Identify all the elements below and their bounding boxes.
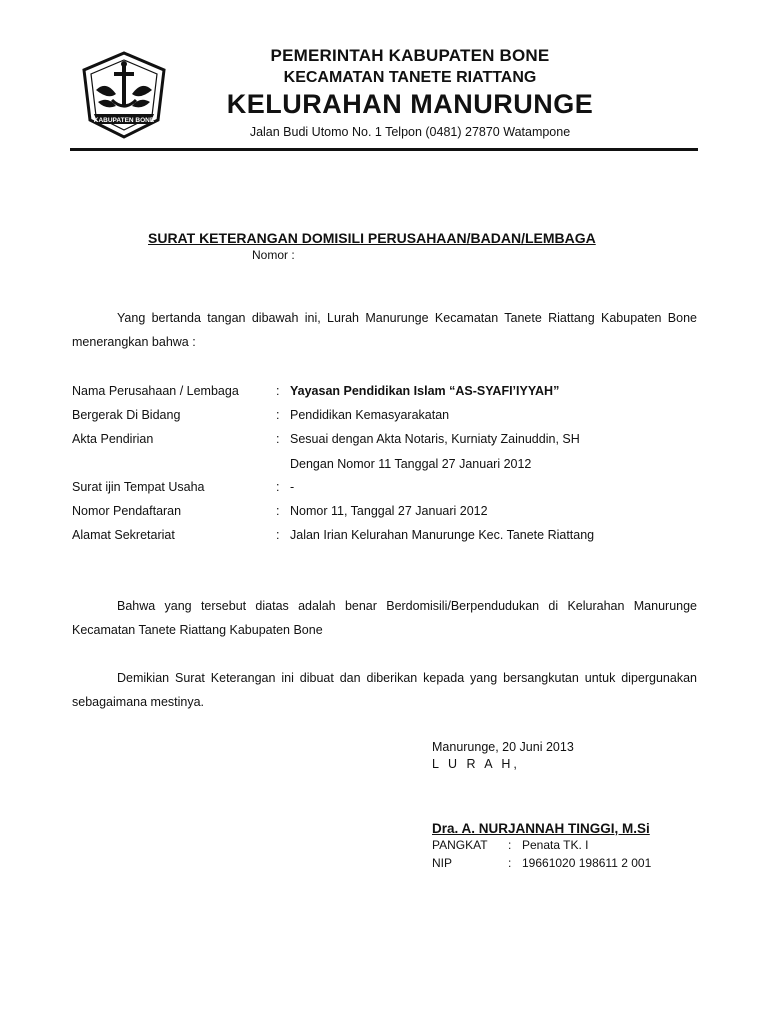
detail-label: Nomor Pendaftaran: [72, 504, 182, 518]
detail-colon: :: [276, 432, 280, 446]
detail-row-deed-continued: [72, 455, 712, 473]
detail-label: Surat ijin Tempat Usaha: [72, 480, 205, 494]
detail-value: Pendidikan Kemasyarakatan: [290, 408, 450, 422]
header-address: Jalan Budi Utomo No. 1 Telpon (0481) 27870 Watampone: [249, 125, 571, 139]
rank-value: Penata TK. I: [522, 838, 589, 852]
header-divider: [70, 148, 698, 151]
letter-number-label: Nomor :: [252, 248, 295, 262]
detail-label: Bergerak Di Bidang: [72, 408, 181, 422]
signatory-name: Dra. A. NURJANNAH TINGGI, M.Si: [432, 821, 650, 836]
detail-colon: :: [276, 528, 280, 542]
detail-row-secretariat-address: [72, 526, 712, 544]
rank-label: PANGKAT: [432, 838, 488, 852]
signatory-rank-row: [432, 838, 712, 855]
signature-role: L U R A H,: [432, 757, 520, 771]
nip-value: 19661020 198611 2 001: [522, 856, 652, 870]
signature-place-date: Manurunge, 20 Juni 2013: [432, 740, 574, 754]
closing-paragraph: [72, 666, 697, 714]
rank-colon: :: [508, 838, 512, 852]
logo-banner-text: KABUPATEN BONE: [93, 117, 155, 124]
closing-text: Demikian Surat Keterangan ini dibuat dan diberikan kepada yang bersangkutan untuk dipergunakan sebagaimana mestinya.: [72, 671, 697, 709]
kabupaten-bone-emblem-icon: [78, 50, 170, 140]
detail-value: Yayasan Pendidikan Islam “AS-SYAFI’IYYAH”: [290, 384, 560, 398]
detail-value: -: [290, 480, 295, 494]
header-village: KELURAHAN MANURUNGE: [226, 89, 594, 119]
detail-colon: :: [276, 480, 280, 494]
intro-text: Yang bertanda tangan dibawah ini, Lurah Manurunge Kecamatan Tanete Riattang Kabupaten Bone menerangkan bahwa :: [72, 311, 697, 349]
detail-value: Sesuai dengan Akta Notaris, Kurniaty Zainuddin, SH: [290, 432, 580, 446]
letter-title: SURAT KETERANGAN DOMISILI PERUSAHAAN/BADAN/LEMBAGA: [148, 230, 596, 246]
intro-paragraph: [72, 306, 697, 354]
detail-label: Alamat Sekretariat: [72, 528, 175, 542]
detail-row-field: [72, 406, 712, 424]
detail-row-company-name: [72, 382, 712, 400]
detail-row-registration-number: [72, 502, 712, 520]
signatory-nip-row: [432, 856, 712, 873]
detail-colon: :: [276, 384, 280, 398]
detail-value: Nomor 11, Tanggal 27 Januari 2012: [290, 504, 488, 518]
domicile-statement-paragraph: [72, 594, 697, 642]
detail-value: Dengan Nomor 11 Tanggal 27 Januari 2012: [290, 457, 532, 471]
detail-label: Nama Perusahaan / Lembaga: [72, 384, 239, 398]
detail-value: Jalan Irian Kelurahan Manurunge Kec. Tanete Riattang: [290, 528, 595, 542]
nip-label: NIP: [432, 856, 453, 870]
nip-colon: :: [508, 856, 512, 870]
header-district: KECAMATAN TANETE RIATTANG: [283, 69, 537, 86]
detail-label: Akta Pendirian: [72, 432, 154, 446]
detail-row-deed: [72, 430, 712, 448]
detail-colon: :: [276, 504, 280, 518]
domicile-statement-text: Bahwa yang tersebut diatas adalah benar Berdomisili/Berpendudukan di Kelurahan Manurunge Kecamatan Tanete Riattang Kabupaten Bone: [72, 599, 697, 637]
detail-row-business-permit: [72, 478, 712, 496]
header-government: PEMERINTAH KABUPATEN BONE: [270, 46, 550, 65]
detail-colon: :: [276, 408, 280, 422]
